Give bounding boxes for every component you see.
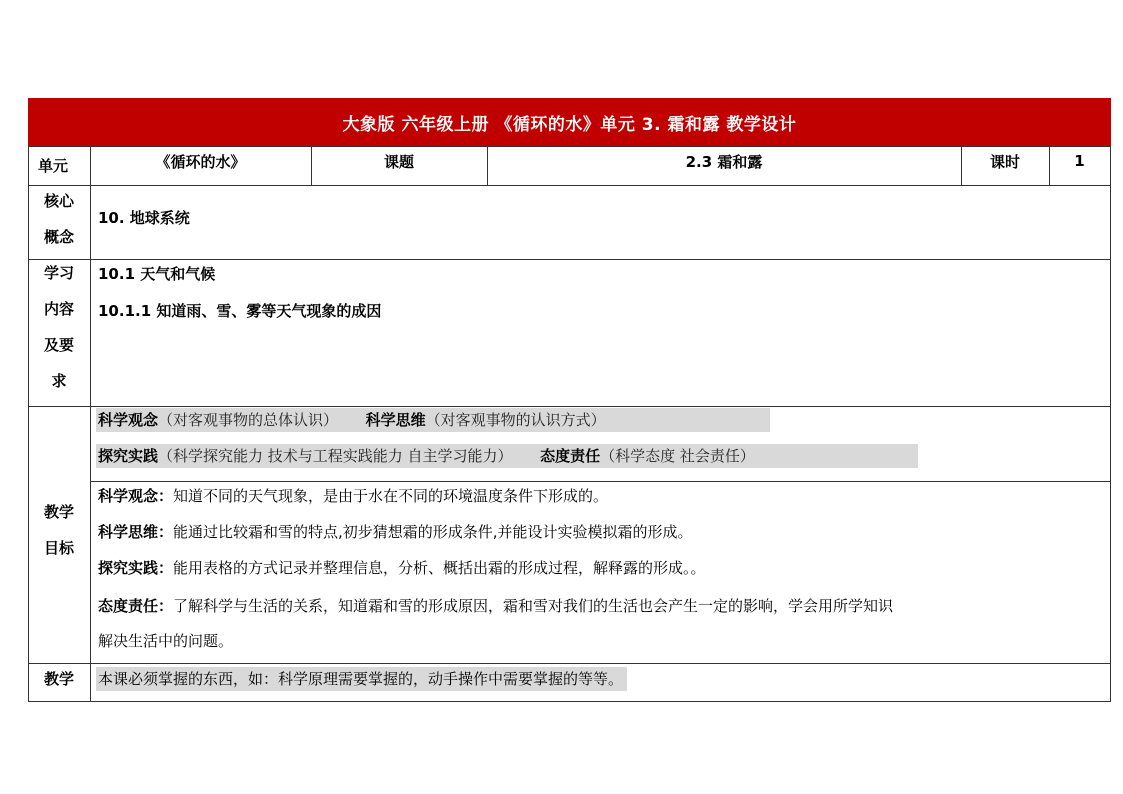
- objectives-legend-line-2: [96, 444, 918, 468]
- objective-item: [98, 485, 608, 506]
- objectives-legend-line-1: [96, 408, 770, 432]
- legend-science-concept-note: （对客观事物的总体认识）: [158, 411, 339, 429]
- legend-attitude-responsibility-note: （科学态度 社会责任）: [600, 447, 755, 465]
- learning-content-label-line-3: 及要: [43, 336, 74, 354]
- objective-item-text: 能通过比较霜和雪的特点,初步猜想霜的形成条件,并能设计实验模拟霜的形成。: [173, 523, 693, 541]
- core-concept-label-line-1: 核心: [43, 192, 74, 210]
- legend-inquiry-practice-note: （科学探究能力 技术与工程实践能力 自主学习能力）: [158, 447, 513, 465]
- objective-item-text: 知道不同的天气现象，是由于水在不同的环境温度条件下形成的。: [173, 487, 609, 505]
- objective-item: [98, 557, 706, 578]
- objective-item: [98, 521, 693, 542]
- learning-content-label-line-1: 学习: [43, 264, 74, 282]
- legend-science-thinking-label: 科学思维: [365, 411, 426, 429]
- learning-content-label: [28, 255, 90, 399]
- legend-attitude-responsibility-label: 态度责任: [540, 447, 601, 465]
- objective-item-continuation: 解决生活中的问题。: [98, 632, 234, 650]
- objective-item-label: 科学思维：: [98, 523, 174, 541]
- objective-item-text: 能用表格的方式记录并整理信息，分析、概括出霜的形成过程，解释露的形成。。: [173, 559, 706, 577]
- objectives-label-line-2: 目标: [43, 539, 74, 557]
- learning-content-item: 10.1 天气和气候: [98, 265, 216, 283]
- objective-item-label: 探究实践：: [98, 559, 174, 577]
- core-concept-label-line-2: 概念: [43, 228, 74, 246]
- document-title: 大象版 六年级上册 《循环的水》单元 3. 霜和露 教学设计: [342, 114, 797, 135]
- objective-item-label: 态度责任：: [98, 597, 174, 615]
- unit-value: 《循环的水》: [155, 152, 246, 171]
- unit-label: 单元: [38, 157, 69, 175]
- teaching-value: 本课必须掌握的东西，如：科学原理需要掌握的，动手操作中需要掌握的等等。: [96, 667, 627, 691]
- learning-content-item: 10.1.1 知道雨、雪、雾等天气现象的成因: [98, 302, 382, 320]
- topic-value: 2.3 霜和露: [685, 152, 763, 171]
- period-value: 1: [1074, 152, 1085, 170]
- core-concept-label: [28, 183, 90, 255]
- learning-content-label-line-4: 求: [51, 372, 67, 390]
- legend-inquiry-practice-label: 探究实践: [98, 447, 159, 465]
- objective-item: [98, 595, 893, 616]
- teaching-label: 教学: [43, 669, 74, 688]
- document-title-bar: [28, 98, 1111, 146]
- objectives-label: [28, 494, 90, 566]
- legend-science-concept-label: 科学观念: [98, 411, 159, 429]
- learning-content-label-line-2: 内容: [43, 300, 74, 318]
- objectives-label-line-1: 教学: [43, 503, 74, 521]
- objective-item-label: 科学观念：: [98, 487, 174, 505]
- objective-item-text: 了解科学与生活的关系，知道霜和雪的形成原因，霜和雪对我们的生活也会产生一定的影响，学会用所学知识: [173, 597, 894, 615]
- core-concept-value: 10. 地球系统: [98, 209, 190, 227]
- period-label: 课时: [989, 152, 1020, 171]
- legend-science-thinking-note: （对客观事物的认识方式）: [425, 411, 606, 429]
- topic-label: 课题: [383, 152, 414, 171]
